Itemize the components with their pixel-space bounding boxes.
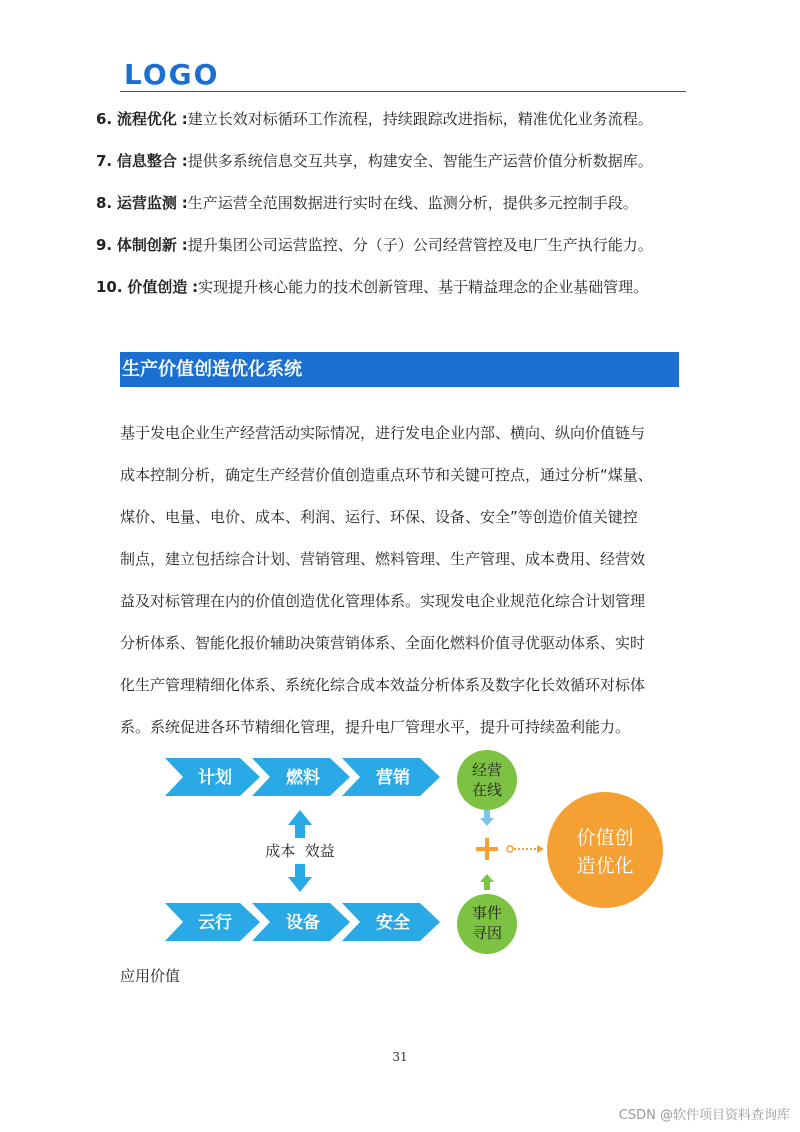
value-creation-circle (547, 792, 663, 908)
watermark: CSDN @软件项目资料查询库 (618, 1108, 790, 1123)
circle-label: 寻因 (471, 924, 503, 942)
cost-benefit-label: 成本 效益 (265, 842, 335, 860)
feature-list (96, 102, 696, 312)
chevron-label: 设备 (286, 913, 320, 933)
paragraph-line: 成本控制分析，确定生产经营价值创造重点环节和关键可控点，通过分析“煤量、 (120, 466, 653, 484)
list-item-separator: : (181, 194, 188, 212)
list-item (96, 102, 696, 144)
paragraph-line: 基于发电企业生产经营活动实际情况，进行发电企业内部、横向、纵向价值链与 (120, 424, 646, 442)
list-item-description: 提升集团公司运营监控、分（子）公司经营管控及电厂生产执行能力。 (187, 236, 653, 254)
list-item-separator: : (192, 278, 199, 296)
list-item-description: 实现提升核心能力的技术创新管理、基于精益理念的企业基础管理。 (198, 278, 649, 296)
list-item-separator: : (181, 152, 188, 170)
logo: LOGO (124, 58, 220, 91)
chevron-label: 燃料 (286, 768, 320, 788)
circle-label: 经营 (471, 761, 503, 779)
list-item-number: 7. (96, 152, 113, 170)
header-rule (120, 91, 686, 92)
list-item-number: 6. (96, 110, 113, 128)
list-item-term: 流程优化 (116, 110, 177, 128)
list-item-number: 8. (96, 194, 113, 212)
list-item-term: 价值创造 (127, 278, 188, 296)
value-creation-diagram (160, 750, 670, 960)
paragraph-line: 分析体系、智能化报价辅助决策营销体系、全面化燃料价值寻优驱动体系、实时 (120, 634, 646, 652)
paragraph-line: 制点，建立包括综合计划、营销管理、燃料管理、生产管理、成本费用、经营效 (120, 550, 646, 568)
list-item-term: 信息整合 (116, 152, 177, 170)
list-item (96, 270, 696, 312)
section-title: 生产价值创造优化系统 (120, 352, 679, 387)
chevron-label: 云行 (198, 913, 232, 933)
list-item-separator: : (181, 110, 188, 128)
circle-label: 事件 (471, 904, 503, 922)
list-item-term: 体制创新 (116, 236, 177, 254)
list-item-number: 10. (96, 278, 123, 296)
list-item-description: 提供多系统信息交互共享，构建安全、智能生产运营价值分析数据库。 (187, 152, 653, 170)
paragraph-line: 益及对标管理在内的价值创造优化管理体系。实现发电企业规范化综合计划管理 (120, 592, 646, 610)
figure-caption: 应用价值 (120, 967, 181, 985)
status-circle (457, 750, 517, 810)
paragraph-line: 煤价、电量、电价、成本、利润、运行、环保、设备、安全”等创造价值关键控 (120, 508, 638, 526)
list-item-number: 9. (96, 236, 113, 254)
body-paragraph (120, 414, 690, 750)
plus-icon (476, 838, 498, 860)
dotted-arrow-icon (507, 845, 544, 853)
list-item (96, 228, 696, 270)
chevron-label: 营销 (376, 768, 410, 788)
list-item (96, 144, 696, 186)
paragraph-line: 化生产管理精细化体系、系统化综合成本效益分析体系及数字化长效循环对标体 (120, 676, 646, 694)
arrow-up-icon (480, 874, 494, 890)
list-item (96, 186, 696, 228)
list-item-separator: : (181, 236, 188, 254)
page-number: 31 (392, 1050, 408, 1064)
list-item-description: 建立长效对标循环工作流程，持续跟踪改进指标，精准优化业务流程。 (187, 110, 653, 128)
chevron-label: 计划 (198, 768, 232, 788)
arrow-down-icon (480, 810, 494, 826)
chevron-label: 安全 (376, 913, 410, 933)
big-circle-label: 价值创 (576, 827, 634, 849)
big-circle-label: 造优化 (576, 855, 634, 877)
paragraph-line: 系。系统促进各环节精细化管理，提升电厂管理水平，提升可持续盈利能力。 (120, 718, 631, 736)
list-item-description: 生产运营全范围数据进行实时在线、监测分析，提供多元控制手段。 (187, 194, 638, 212)
list-item-term: 运营监测 (116, 194, 177, 212)
circle-label: 在线 (471, 781, 503, 799)
